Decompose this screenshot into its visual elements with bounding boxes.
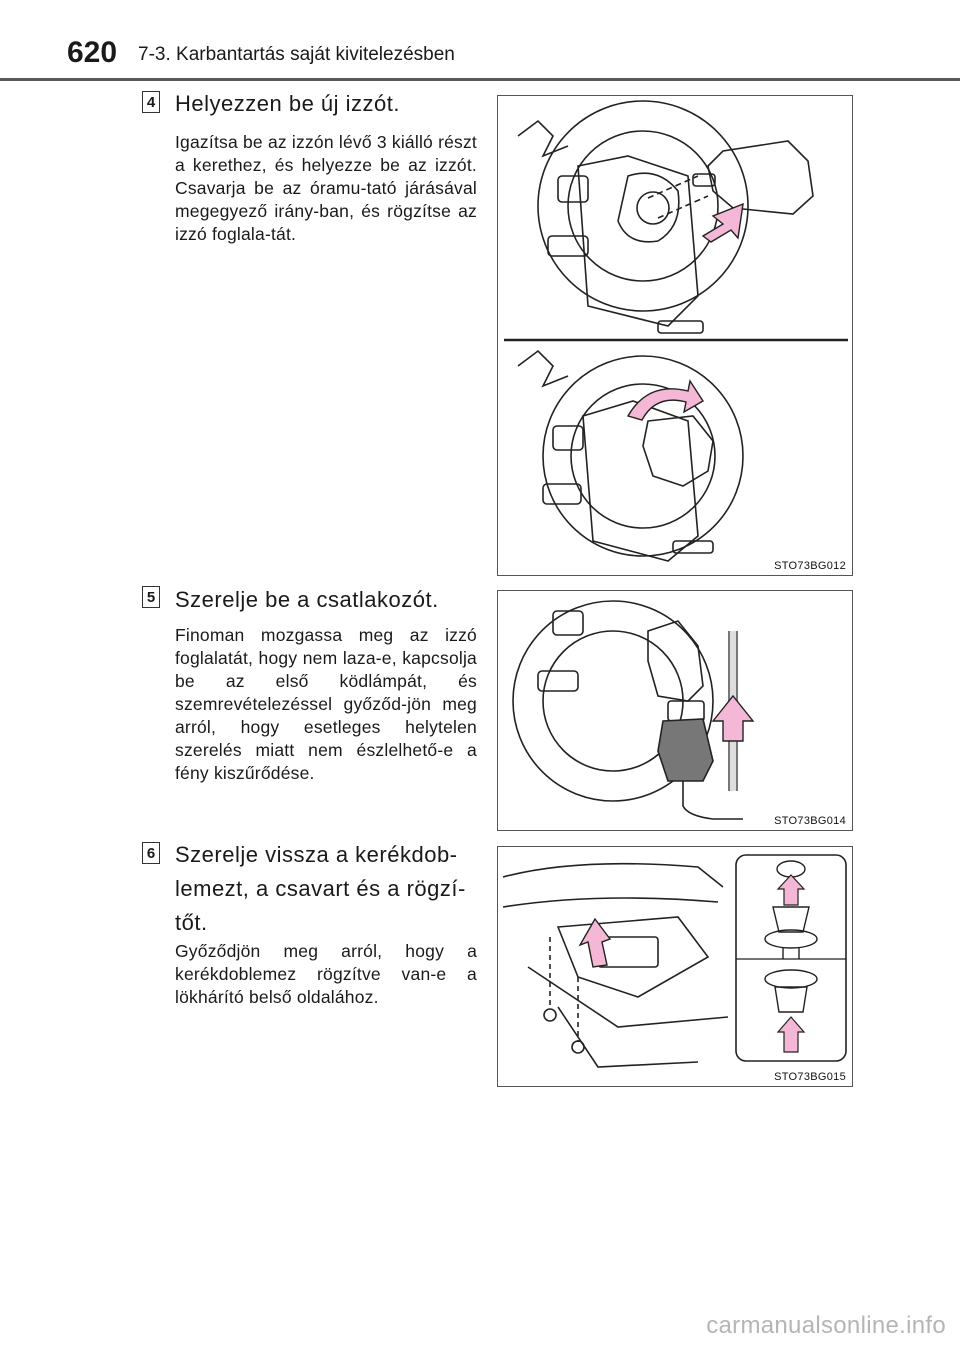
page-number: 620 <box>67 36 118 69</box>
watermark: carmanualsonline.info <box>706 1312 946 1339</box>
chapter-title: 7-3. Karbantartás saját kivitelezésben <box>138 44 455 65</box>
step-number-badge: 5 <box>142 586 160 608</box>
figure-connector <box>497 590 853 831</box>
step-title: Szerelje vissza a kerékdob-lemezt, a csavart és a rögzí-tőt. <box>175 842 466 935</box>
step-number-badge: 4 <box>142 91 160 113</box>
header-divider <box>0 78 960 81</box>
step-number-badge: 6 <box>142 842 160 864</box>
figure-wheel-liner <box>497 846 853 1087</box>
step-body: Finoman mozgassa meg az izzó foglalatát, hogy nem laza-e, kapcsolja be az első ködlámpát, és szemrevételezéssel győződ-jön meg arról, hogy esetleges helytelen szerelés miatt nem észlelhető-e a fény kiszűrődése. <box>175 625 477 783</box>
wheel-liner-illustration <box>498 847 851 1085</box>
step-body: Igazítsa be az izzón lévő 3 kiálló részt a kerethez, és helyezze be az izzót. Csavarja be az óramu-tató járásával megegyező irány-ban, és rögzítse az izzó foglala-tát. <box>175 132 477 244</box>
figure-code: STO73BG012 <box>774 560 846 572</box>
step-body: Győződjön meg arról, hogy a kerékdoblemez rögzítve van-e a lökhárító belső oldalához. <box>175 941 477 1007</box>
figure-insert-bulb <box>497 95 853 576</box>
figure-code: STO73BG015 <box>774 1071 846 1083</box>
connector-illustration <box>498 591 851 829</box>
step-title: Helyezzen be új izzót. <box>175 91 400 116</box>
bulb-insert-illustration <box>498 96 851 574</box>
step-title: Szerelje be a csatlakozót. <box>175 587 439 612</box>
figure-code: STO73BG014 <box>774 815 846 827</box>
